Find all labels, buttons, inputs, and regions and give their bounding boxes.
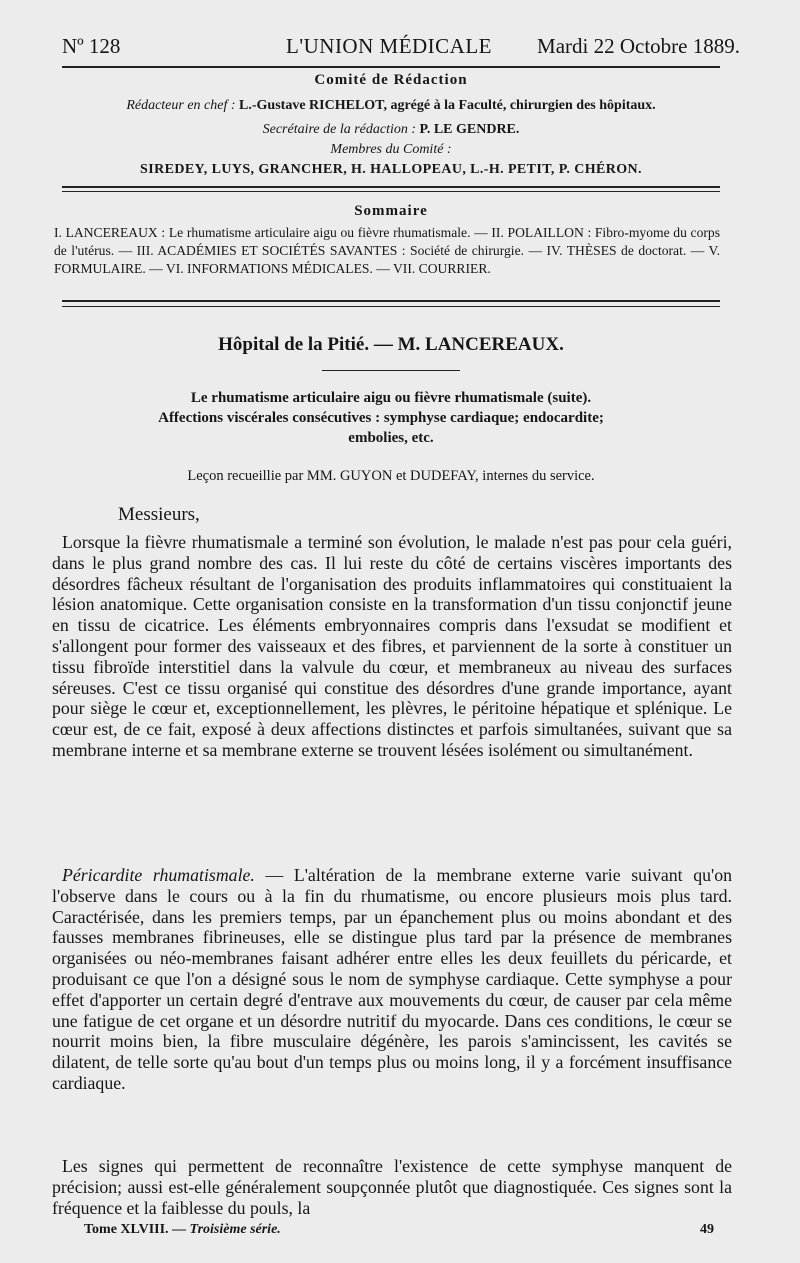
page-number: 49 — [700, 1222, 714, 1237]
issue-date: Mardi 22 Octobre 1889. — [537, 34, 740, 58]
chef-label: Rédacteur en chef : — [126, 98, 236, 113]
redaction-title: Comité de Rédaction — [314, 72, 468, 88]
paragraph-3 — [52, 1156, 732, 1218]
issue-number: Nº 128 — [62, 34, 121, 58]
hospital-rule — [322, 370, 460, 371]
paragraph-2-body: — L'altération de la membrane externe varie suivant qu'on l'observe dans le cours ou à la fin du rhumatisme, ou encore plusieurs mois plus tard. Caractérisée, dans les premiers temps, par un épanchement plus ou moins abondant et des fausses membranes fibrineuses, elle se distingue plus tard par la présence de membranes organisées ou néo-membranes faisant adhérer entre elles les deux feuillets du péricarde, et produisant ce que l'on a désigné sous le nom de symphyse cardiaque. Cette symphyse a pour effet d'apporter un certain degré d'entrave aux mouvements du cœur, de causer par cela même une fatigue de cet organe et un désordre nutritif du myocarde. Dans ces conditions, le cœur se nourrit moins bien, la fibre musculaire dégénère, les parois s'amincissent, les cavités se dilatent, de telle sorte qu'au bout d'un temps plus ou moins long, il y a forcément insuffisance cardiaque. — [52, 865, 733, 1093]
header-rule — [62, 66, 720, 68]
paragraph-3-text: Les signes qui permettent de reconnaître l'existence de cette symphyse manquent de précision; aussi est-elle généralement soupçonnée plutôt que diagnostiquée. Ces signes sont la fréquence et la faiblesse du pouls, la — [52, 1156, 732, 1218]
serie-label: Troisième série. — [189, 1222, 281, 1237]
sommaire-title: Sommaire — [354, 203, 428, 219]
page-header — [62, 26, 740, 66]
lecon-credit: Leçon recueillie par MM. GUYON et DUDEFAY, internes du service. — [187, 468, 595, 484]
secretaire-name: P. LE GENDRE. — [419, 122, 520, 137]
article-title-line2: Affections viscérales consécutives : symphyse cardiaque; endocardite; — [158, 410, 604, 426]
membres-label: Membres du Comité : — [330, 142, 452, 157]
journal-title: L'UNION MÉDICALE — [286, 34, 493, 58]
paragraph-2-heading: Péricardite rhumatismale. — [62, 865, 255, 885]
article-title-line1: Le rhumatisme articulaire aigu ou fièvre rhumatismale (suite). — [190, 390, 592, 406]
footer-tome — [84, 1222, 281, 1238]
redaction-secretaire — [62, 122, 720, 138]
tome-label: Tome XLVIII. — — [84, 1222, 190, 1237]
paragraph-1 — [52, 532, 732, 761]
chef-text: L.-Gustave RICHELOT, agrégé à la Faculté, chirurgien des hôpitaux. — [239, 98, 656, 113]
redaction-chef — [62, 98, 720, 114]
redaction-rule-1 — [62, 186, 720, 188]
paragraph-2-text — [52, 865, 732, 1094]
page-footer — [62, 1222, 720, 1246]
secretaire-label: Secrétaire de la rédaction : — [262, 122, 417, 137]
paragraph-2 — [52, 865, 732, 1094]
salutation: Messieurs, — [118, 504, 200, 525]
sommaire-rule-1 — [62, 300, 720, 302]
membres-names: SIREDEY, LUYS, GRANCHER, H. HALLOPEAU, L.-H. PETIT, P. CHÉRON. — [140, 162, 642, 177]
sommaire-rule-2 — [62, 306, 720, 307]
hospital-heading: Hôpital de la Pitié. — M. LANCEREAUX. — [218, 334, 564, 355]
redaction-rule-2 — [62, 191, 720, 192]
paragraph-1-text: Lorsque la fièvre rhumatismale a terminé son évolution, le malade n'est pas pour cela guéri, dans le plus grand nombre des cas. Il lui reste du côté de certains viscères importants des désordres fâcheux résultant de l'organisation des produits inflammatoires qui constituaient la lésion anatomique. Cette organisation consiste en la transformation d'un tissu conjonctif jeune en tissu de cicatrice. Les éléments embryonnaires compris dans l'exsudat se modifient et s'allongent pour former des vaisseaux et des fibres, et parviennent de la sorte à constituer un tissu fibroïde interstitiel dans la valvule du cœur, et membraneux au niveau des surfaces séreuses. C'est ce tissu organisé qui constitue des désordres d'une grande importance, ayant pour siège le cœur et, exceptionnellement, les plèvres, le péritoine hépatique et splénique. Le cœur est, de ce fait, exposé à deux affections distinctes et parfois simultanées, suivant que sa membrane interne et sa membrane externe se trouvent lésées isolément ou simultanément. — [52, 532, 732, 760]
sommaire-text: I. LANCEREAUX : Le rhumatisme articulaire aigu ou fièvre rhumatismale. — II. POLAILLON : Fibro-myome du corps de l'utérus. — III. ACADÉMIES ET SOCIÉTÉS SAVANTES : Société de chirurgie. — IV. THÈSES de doctorat. — V. FORMULAIRE. — VI. INFORMATIONS MÉDICALES. — VII. COURRIER. — [54, 225, 720, 276]
article-title-line3: embolies, etc. — [348, 430, 434, 446]
